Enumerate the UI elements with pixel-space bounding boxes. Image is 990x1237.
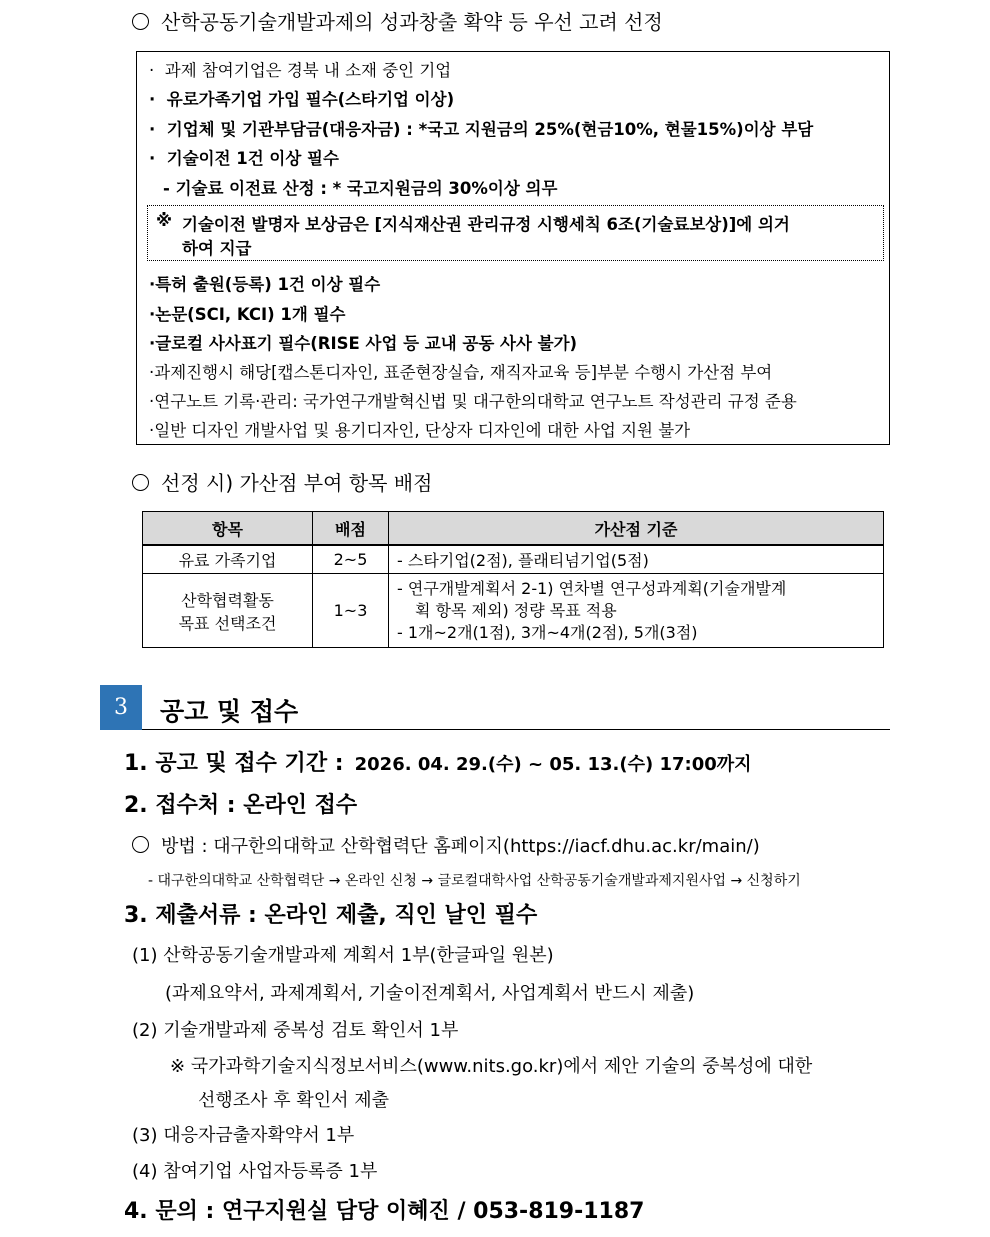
bonus-table bbox=[142, 511, 884, 648]
requirement-item: · 과제 참여기업은 경북 내 소재 중인 기업 bbox=[149, 61, 452, 80]
requirement-subitem: - 기술료 이전료 산정 : * 국고지원금의 30%이상 의무 bbox=[163, 179, 558, 198]
requirement-item: · 기업체 및 기관부담금(대응자금) : *국고 지원금의 25%(현금10%, 현물15%)이상 부담 bbox=[149, 120, 814, 139]
section-divider bbox=[142, 729, 890, 730]
header-item: 항목 bbox=[143, 512, 313, 546]
submit-method: 방법 : 대구한의대학교 산학협력단 홈페이지(https://iacf.dhu.ac.kr/main/) bbox=[161, 836, 760, 857]
circle-bullet-icon bbox=[132, 13, 149, 30]
requirement-item: ·연구노트 기록·관리: 국가연구개발혁신법 및 대구한의대학교 연구노트 작성관리 규정 준용 bbox=[149, 392, 797, 411]
document-item: (4) 참여기업 사업자등록증 1부 bbox=[132, 1161, 378, 1182]
document-item: (1) 산학공동기술개발과제 계획서 1부(한글파일 원본) bbox=[132, 945, 554, 966]
cell-criteria: - 스타기업(2점), 플래티넘기업(5점) bbox=[389, 545, 884, 574]
requirement-item: ·특허 출원(등록) 1건 이상 필수 bbox=[149, 275, 381, 294]
cell-item-line: 목표 선택조건 bbox=[178, 613, 277, 633]
requirement-item: ·과제진행시 해당[캡스톤디자인, 표준현장실습, 재직자교육 등]부분 수행시 가산점 부여 bbox=[149, 363, 773, 382]
period-line bbox=[124, 746, 752, 777]
table-header-row bbox=[143, 512, 884, 546]
header-score: 배점 bbox=[313, 512, 389, 546]
criteria-heading-text: 산학공동기술개발과제의 성과창출 확약 등 우선 고려 선정 bbox=[161, 10, 663, 34]
contact-line: 4. 문의 : 연구지원실 담당 이혜진 / 053-819-1187 bbox=[124, 1199, 645, 1224]
criteria-line: - 1개~2개(1점), 3개~4개(2점), 5개(3점) bbox=[397, 622, 698, 642]
circle-bullet-icon bbox=[132, 836, 149, 853]
section-title: 공고 및 접수 bbox=[160, 697, 299, 726]
document-note: ※ 국가과학기술지식정보서비스(www.nits.go.kr)에서 제안 기술의 중복성에 대한 bbox=[170, 1056, 813, 1077]
note-mark: ※ bbox=[156, 211, 173, 230]
requirement-item: ·논문(SCI, KCI) 1개 필수 bbox=[149, 305, 346, 324]
requirement-item: · 유로가족기업 가입 필수(스타기업 이상) bbox=[149, 90, 455, 109]
document-item: (2) 기술개발과제 중복성 검토 확인서 1부 bbox=[132, 1020, 459, 1041]
table-row bbox=[143, 574, 884, 648]
note-line: 기술이전 발명자 보상금은 [지식재산권 관리규정 시행세칙 6조(기술료보상)]에 의거 bbox=[182, 215, 790, 234]
table-row bbox=[143, 545, 884, 574]
document-note: 선행조사 후 확인서 제출 bbox=[198, 1090, 390, 1111]
requirement-item: · 기술이전 1건 이상 필수 bbox=[149, 149, 339, 168]
period-value: 2026. 04. 29.(수) ~ 05. 13.(수) 17:00까지 bbox=[354, 754, 752, 775]
cell-criteria bbox=[389, 574, 884, 648]
cell-item: 유료 가족기업 bbox=[143, 545, 313, 574]
criteria-line: - 연구개발계획서 2-1) 연차별 연구성과계획(기술개발계 bbox=[397, 578, 787, 598]
submit-method-line bbox=[132, 832, 760, 858]
requirement-item: ·일반 디자인 개발사업 및 용기디자인, 단상자 디자인에 대한 사업 지원 불가 bbox=[149, 421, 691, 440]
document-item: (3) 대응자금출자확약서 1부 bbox=[132, 1125, 355, 1146]
bonus-heading-text: 선정 시) 가산점 부여 항목 배점 bbox=[161, 471, 433, 495]
cell-score: 1~3 bbox=[313, 574, 389, 648]
requirement-item: ·글로컬 사사표기 필수(RISE 사업 등 교내 공동 사사 불가) bbox=[149, 334, 578, 353]
requirements-box bbox=[136, 51, 890, 445]
note-line: 하여 지급 bbox=[182, 239, 252, 258]
submit-path: - 대구한의대학교 산학협력단 → 온라인 신청 → 글로컬대학사업 산학공동기술개발과제지원사업 → 신청하기 bbox=[148, 873, 801, 889]
period-label: 1. 공고 및 접수 기간 : bbox=[124, 751, 344, 776]
criteria-line: 획 항목 제외) 정량 목표 적용 bbox=[415, 600, 617, 620]
cell-item bbox=[143, 574, 313, 648]
bonus-heading bbox=[132, 467, 432, 496]
cell-score: 2~5 bbox=[313, 545, 389, 574]
document-item-detail: (과제요약서, 과제계획서, 기술이전계획서, 사업계획서 반드시 제출) bbox=[165, 983, 695, 1004]
section-number-badge: 3 bbox=[100, 685, 142, 730]
documents-label: 3. 제출서류 : 온라인 제출, 직인 날인 필수 bbox=[124, 903, 538, 928]
circle-bullet-icon bbox=[132, 474, 149, 491]
note-box bbox=[147, 205, 884, 261]
criteria-heading bbox=[132, 6, 663, 35]
cell-item-line: 산학협력활동 bbox=[181, 590, 274, 610]
header-criteria: 가산점 기준 bbox=[389, 512, 884, 546]
submit-place-label: 2. 접수처 : 온라인 접수 bbox=[124, 793, 358, 818]
